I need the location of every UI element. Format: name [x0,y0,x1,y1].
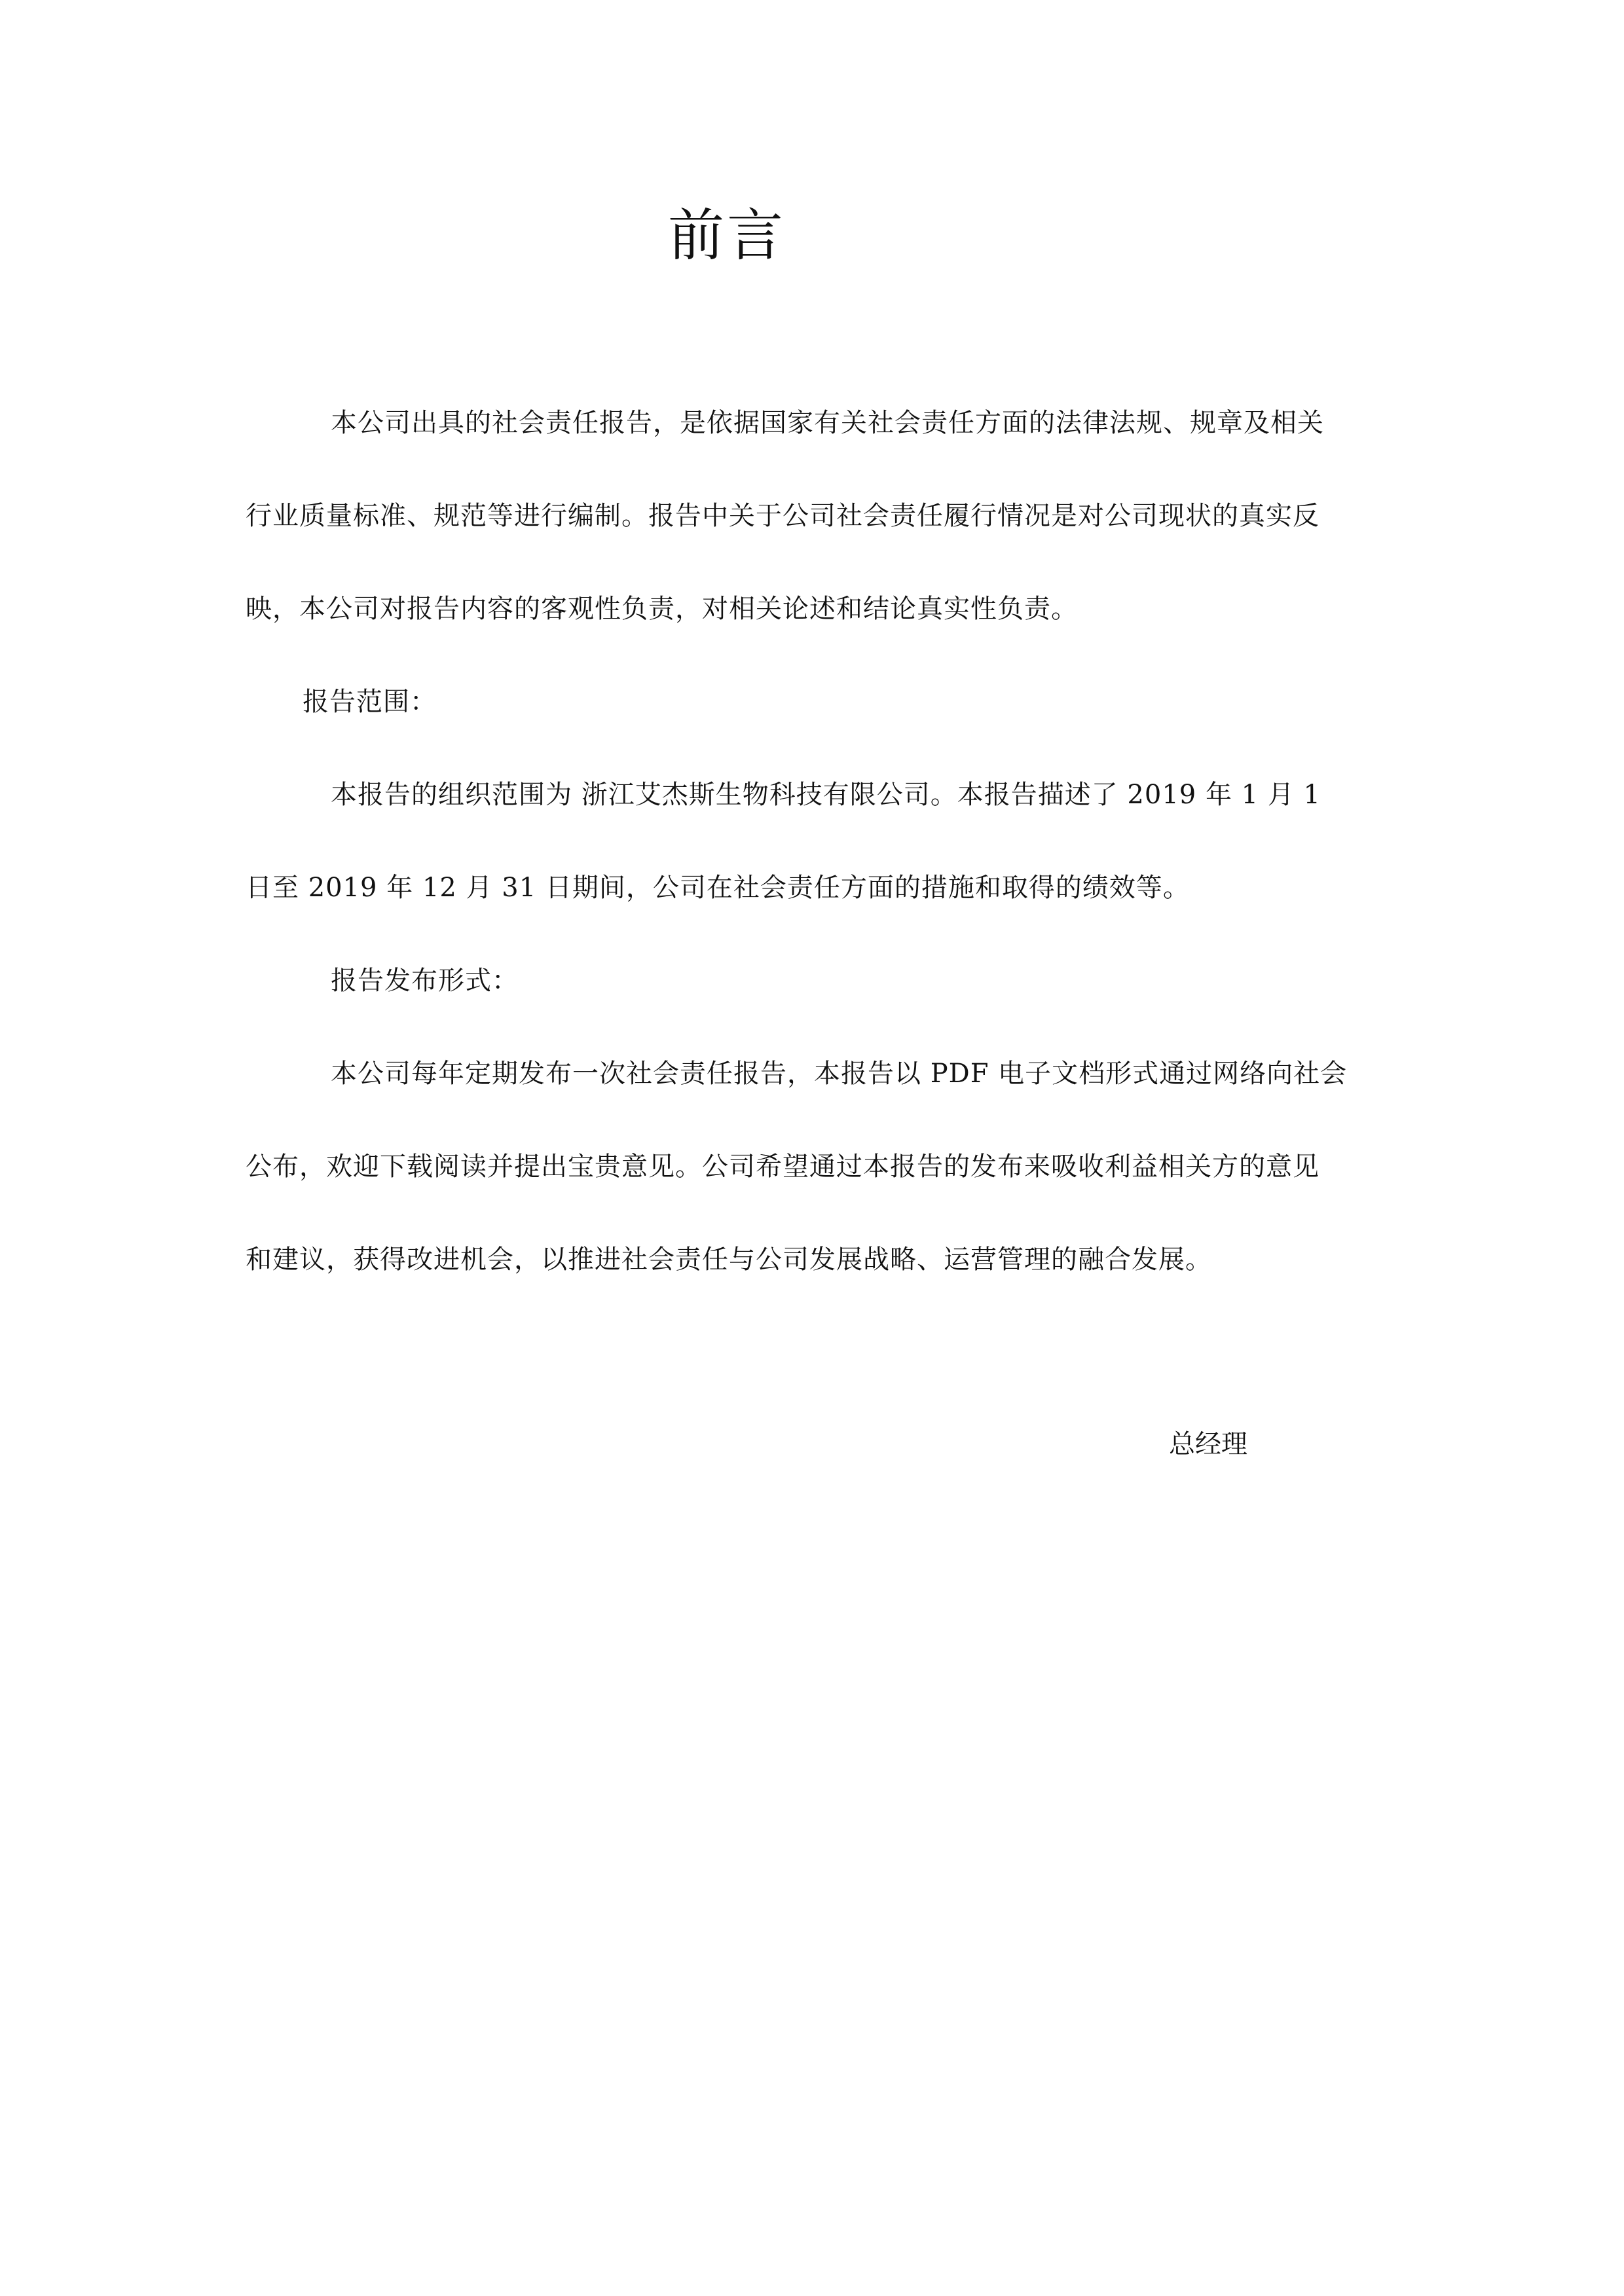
paragraph-3-line-1: 本公司每年定期发布一次社会责任报告，本报告以 PDF 电子文档形式通过网络向社会 [331,1059,1348,1089]
paragraph-1-line-1: 本公司出具的社会责任报告，是依据国家有关社会责任方面的法律法规、规章及相关 [331,408,1324,438]
page-title: 前言 [668,203,786,268]
section-heading-format: 报告发布形式： [331,966,519,996]
signature-general-manager: 总经理 [1169,1429,1247,1459]
paragraph-3-line-2: 公布，欢迎下载阅读并提出宝贵意见。公司希望通过本报告的发布来吸收利益相关方的意见 [246,1152,1320,1182]
section-heading-scope: 报告范围： [303,687,437,717]
paragraph-2-line-2: 日至 2019 年 12 月 31 日期间，公司在社会责任方面的措施和取得的绩效等。 [246,873,1190,903]
paragraph-2-line-1: 本报告的组织范围为 浙江艾杰斯生物科技有限公司。本报告描述了 2019 年 1 月 1 [331,780,1321,810]
paragraph-1-line-3: 映，本公司对报告内容的客观性负责，对相关论述和结论真实性负责。 [246,594,1078,624]
paragraph-1-line-2: 行业质量标准、规范等进行编制。报告中关于公司社会责任履行情况是对公司现状的真实反 [246,501,1320,531]
paragraph-3-line-3: 和建议，获得改进机会，以推进社会责任与公司发展战略、运营管理的融合发展。 [246,1245,1212,1275]
